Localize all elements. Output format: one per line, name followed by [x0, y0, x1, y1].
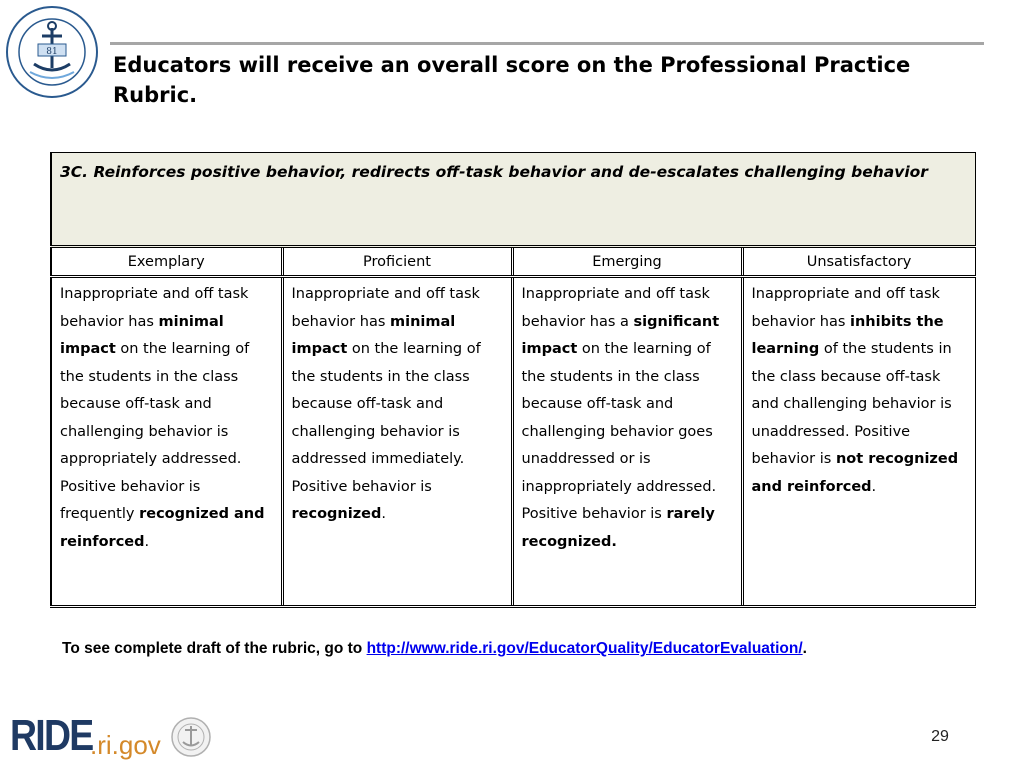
descriptor-emphasis: significant impact [521, 313, 720, 357]
note-suffix: . [802, 640, 807, 657]
descriptor-emphasis: minimal impact [60, 313, 224, 357]
descriptor-emphasis: rarely recognized. [521, 506, 715, 550]
descriptor-text: of the students in the class because off-task and challenging behavior is unaddressed. Positive behavior is [751, 341, 952, 467]
descriptor-emphasis: not recognized and reinforced [751, 451, 959, 495]
rubric-link[interactable]: http://www.ride.ri.gov/EducatorQuality/EducatorEvaluation/ [366, 640, 803, 657]
descriptor-text: on the learning of the students in the class because off-task and challenging behavior goes unaddressed or is inappropriately addressed. Positive behavior is [521, 341, 717, 522]
descriptor-exemplary [51, 277, 282, 607]
level-proficient: Proficient [282, 247, 512, 277]
level-exemplary: Exemplary [51, 247, 282, 277]
descriptor-text: Inappropriate and off task behavior has [60, 286, 249, 330]
rubric-table [50, 152, 976, 608]
descriptor-text: on the learning of the students in the class because off-task and challenging behavior is appropriately addressed. Positive behavior is frequently [60, 341, 250, 522]
descriptor-emphasis: minimal impact [291, 313, 456, 357]
descriptor-text: . [144, 533, 150, 550]
level-unsatisfactory: Unsatisfactory [742, 247, 975, 277]
descriptor-unsatisfactory [742, 277, 975, 607]
ride-logo-text: RIDE [10, 711, 93, 760]
descriptor-text: Inappropriate and off task behavior has [291, 286, 480, 330]
ride-logo [10, 712, 210, 762]
descriptor-text: . [871, 478, 877, 495]
descriptor-emphasis: inhibits the learning [751, 313, 944, 357]
ride-logo-domain: .ri.gov [90, 730, 161, 760]
note-prefix: To see complete draft of the rubric, go to [62, 640, 367, 657]
rubric-link-note [62, 638, 992, 660]
descriptor-text: Inappropriate and off task behavior has [751, 286, 940, 330]
mini-seal-icon [170, 716, 212, 758]
svg-text:81: 81 [46, 47, 58, 57]
descriptor-text: on the learning of the students in the class because off-task and challenging behavior is addressed immediately. Positive behavior is [291, 341, 481, 495]
descriptor-emphasis: recognized [291, 506, 382, 522]
descriptor-text: Inappropriate and off task behavior has a [521, 286, 710, 330]
descriptor-emphasis: recognized and reinforced [60, 506, 265, 550]
descriptor-proficient [282, 277, 512, 607]
descriptor-emerging [512, 277, 742, 607]
descriptor-text: . [381, 506, 386, 522]
page-title: Educators will receive an overall score on the Professional Practice Rubric. [113, 53, 911, 107]
page-number: 29 [931, 728, 949, 745]
rubric-component-heading: 3C. Reinforces positive behavior, redirects off-task behavior and de-escalates challenging behavior [51, 153, 975, 247]
level-emerging: Emerging [512, 247, 742, 277]
top-divider [110, 42, 984, 45]
board-of-regents-seal [4, 4, 100, 100]
